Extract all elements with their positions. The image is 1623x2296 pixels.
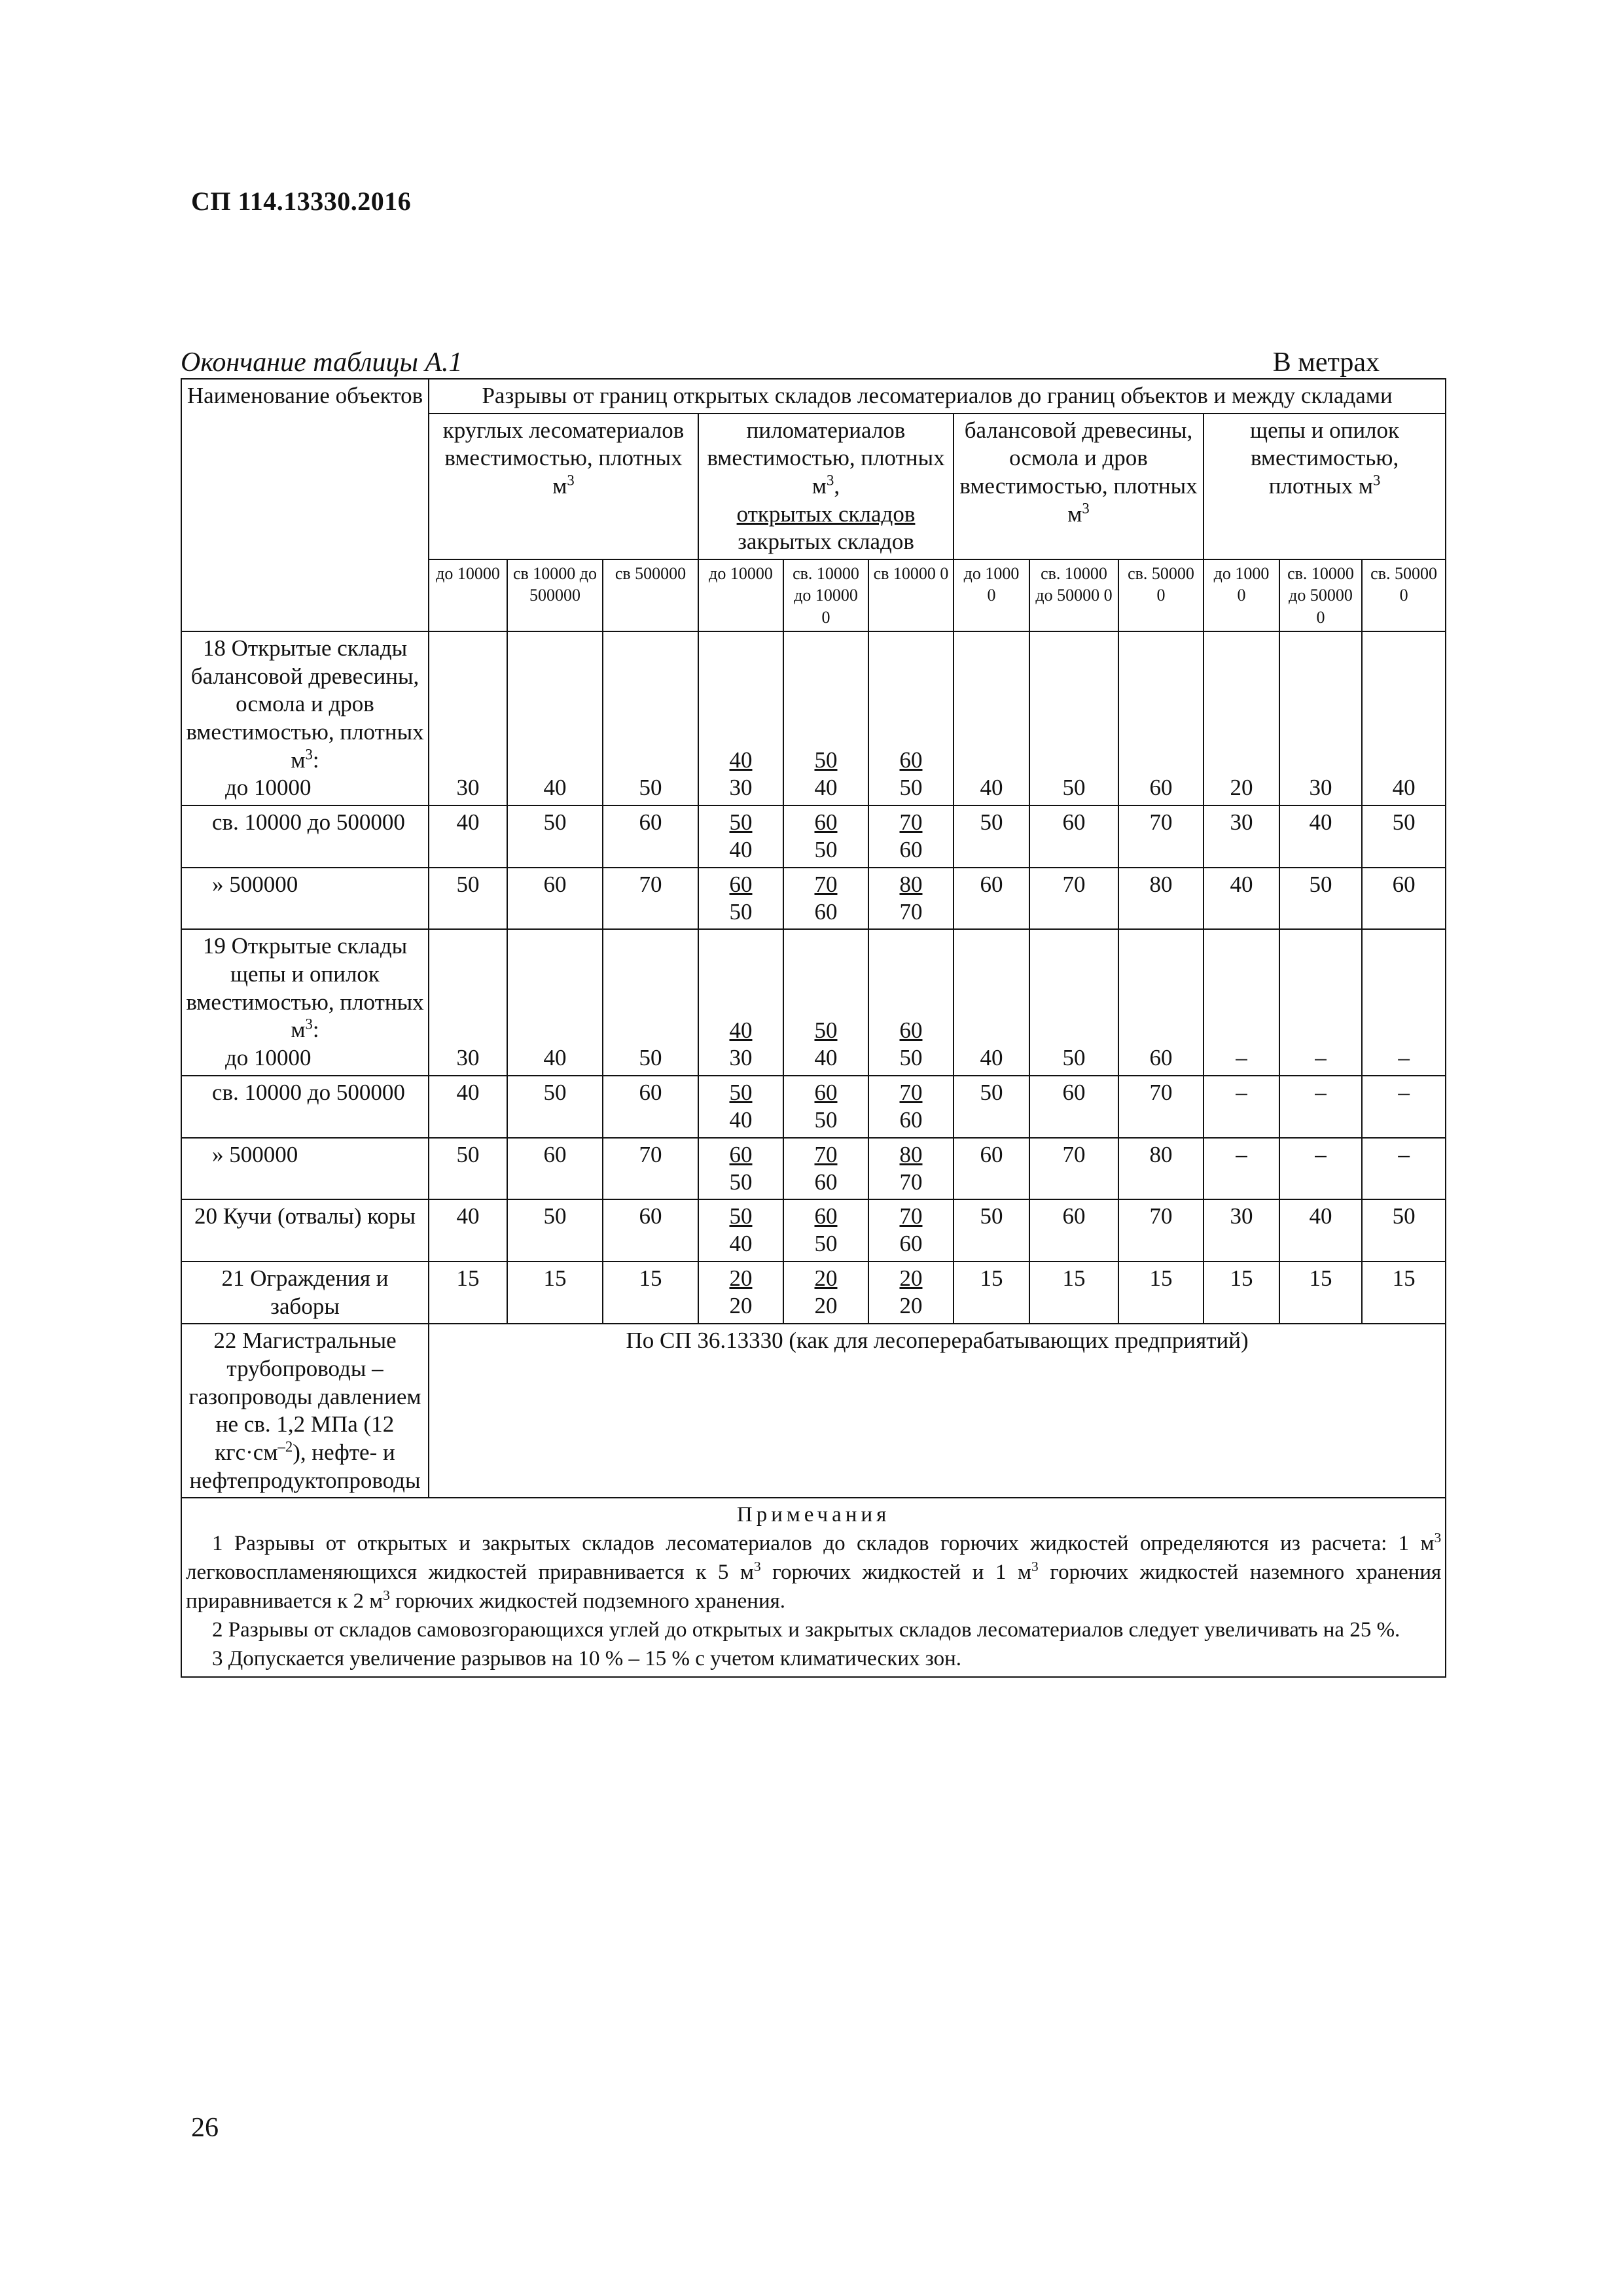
subheader-cell: до 1000 0 xyxy=(1204,559,1279,631)
fraction xyxy=(815,1141,838,1196)
document-code: СП 114.13330.2016 xyxy=(191,186,412,216)
fraction-open: 40 xyxy=(729,1017,753,1044)
fraction-closed: 20 xyxy=(899,1292,923,1318)
fraction-closed: 60 xyxy=(899,1106,923,1133)
note-1-text: горючих жидкостей и 1 м xyxy=(760,1561,1032,1585)
note-1 xyxy=(186,1530,1441,1616)
value-cell: 50 xyxy=(954,805,1029,868)
value-cell: 60 xyxy=(1118,631,1204,805)
row-name-suffix: ), нефте- и нефтепродуктопроводы xyxy=(189,1439,421,1493)
fraction xyxy=(815,809,838,864)
fraction-closed: 20 xyxy=(729,1292,753,1318)
value-cell: 50 xyxy=(954,1199,1029,1262)
fraction-cell xyxy=(868,1262,954,1324)
value-cell: 50 xyxy=(1029,631,1118,805)
fraction xyxy=(815,1203,838,1258)
row-name-cell xyxy=(181,1324,429,1498)
fraction-closed: 30 xyxy=(729,775,753,801)
fraction-cell xyxy=(783,868,868,930)
fraction-cell xyxy=(698,1199,783,1262)
value-cell: 60 xyxy=(603,1199,698,1262)
row-name-cell xyxy=(181,1138,429,1200)
value-cell: 15 xyxy=(1029,1262,1118,1324)
fraction-closed: 50 xyxy=(899,775,923,801)
value-cell: 40 xyxy=(429,1199,507,1262)
fraction-closed: 60 xyxy=(814,898,838,925)
value-cell: – xyxy=(1204,1076,1279,1138)
value-cell: 15 xyxy=(1204,1262,1279,1324)
page-number: 26 xyxy=(191,2113,219,2143)
row-name-suffix: : xyxy=(312,747,319,773)
fraction-closed: 40 xyxy=(729,1106,753,1133)
note-1-sup: 3 xyxy=(383,1587,390,1604)
merged-reference-cell: По СП 36.13330 (как для лесоперерабатывающих предприятий) xyxy=(429,1324,1446,1498)
fraction-cell xyxy=(698,805,783,868)
fraction xyxy=(900,1017,923,1072)
row-name: 21 Ограждения и заборы xyxy=(221,1265,389,1319)
fraction-open: 60 xyxy=(899,747,923,773)
value-cell: 60 xyxy=(603,805,698,868)
fraction xyxy=(730,747,753,802)
fraction-closed: 50 xyxy=(729,1169,753,1195)
fraction-closed: 50 xyxy=(729,898,753,925)
fraction-open: 70 xyxy=(899,809,923,836)
fraction-closed: 30 xyxy=(729,1045,753,1071)
value-cell: 60 xyxy=(507,1138,603,1200)
subheader-cell: св. 10000 до 50000 0 xyxy=(1279,559,1362,631)
row-name: 18 Открытые склады балансовой древесины, осмола и дров вместимостью, плотных м xyxy=(186,635,424,773)
note-1-sup: 3 xyxy=(1031,1559,1039,1575)
table-row xyxy=(181,929,1446,1075)
table-row-22 xyxy=(181,1324,1446,1498)
value-cell: 60 xyxy=(1362,868,1446,930)
row-sublabel: » 500000 xyxy=(212,1141,298,1167)
fraction-cell xyxy=(698,868,783,930)
group-chips: щепы и опилок вместимостью, плотных $м^3$ xyxy=(1204,414,1446,559)
fraction-closed: 50 xyxy=(814,1231,838,1257)
fraction-cell xyxy=(868,631,954,805)
value-cell: 50 xyxy=(1029,929,1118,1075)
value-cell: – xyxy=(1204,1138,1279,1200)
objects-name-header: Наименование объектов xyxy=(181,379,429,631)
value-cell: 50 xyxy=(429,868,507,930)
group-balance-wood: балансовой древесины, осмола и дров вместимостью, плотных $м^3$ xyxy=(954,414,1204,559)
value-cell: 50 xyxy=(603,631,698,805)
fraction-cell xyxy=(868,1199,954,1262)
value-cell: 50 xyxy=(603,929,698,1075)
distances-table xyxy=(181,378,1446,1678)
value-cell: 50 xyxy=(954,1076,1029,1138)
subheader-cell: св 10000 0 xyxy=(868,559,954,631)
value-cell: 50 xyxy=(1362,1199,1446,1262)
fraction-closed: 50 xyxy=(814,837,838,863)
value-cell: 15 xyxy=(1279,1262,1362,1324)
row-name: 22 Магистральные трубопроводы – газопроводы давлением не св. 1,2 МПа (12 кгс·см xyxy=(188,1328,421,1466)
value-cell: 30 xyxy=(1204,1199,1279,1262)
value-cell: 80 xyxy=(1118,868,1204,930)
notes-cell xyxy=(181,1498,1446,1676)
fraction-open: 80 xyxy=(899,871,923,897)
value-cell: 70 xyxy=(1029,868,1118,930)
fraction-open: 60 xyxy=(729,871,753,897)
value-cell: 15 xyxy=(429,1262,507,1324)
subheader-cell: св. 50000 0 xyxy=(1362,559,1446,631)
note-1-text: горючих жидкостей подземного хранения. xyxy=(389,1589,786,1614)
value-cell: 40 xyxy=(1279,1199,1362,1262)
value-cell: 40 xyxy=(507,631,603,805)
note-3: 3 Допускается увеличение разрывов на 10 % – 15 % с учетом климатических зон. xyxy=(212,1646,961,1670)
fraction xyxy=(900,871,923,926)
fraction-cell xyxy=(783,929,868,1075)
row-sublabel: до 10000 xyxy=(225,775,312,801)
value-cell: 40 xyxy=(954,631,1029,805)
fraction-closed: 40 xyxy=(729,837,753,863)
subheader-cell: св. 50000 0 xyxy=(1118,559,1204,631)
fraction-closed: 60 xyxy=(899,1231,923,1257)
table-title: Окончание таблицы А.1 xyxy=(181,347,463,378)
value-cell: 20 xyxy=(1204,631,1279,805)
row-name-cell xyxy=(181,1262,429,1324)
value-cell: 70 xyxy=(1118,1076,1204,1138)
row-name-cell xyxy=(181,868,429,930)
value-cell: 50 xyxy=(507,1076,603,1138)
value-cell: 50 xyxy=(1279,868,1362,930)
fraction-closed: 40 xyxy=(729,1231,753,1257)
fraction-open: 70 xyxy=(899,1079,923,1105)
group-round-timber: круглых лесоматериалов вместимостью, плотных $м^3$ xyxy=(429,414,698,559)
notes-row xyxy=(181,1498,1446,1676)
subheader-cell: св. 10000 до 10000 0 xyxy=(783,559,868,631)
value-cell: 40 xyxy=(1204,868,1279,930)
value-cell: 50 xyxy=(1362,805,1446,868)
fraction xyxy=(730,871,753,926)
row-name-cell xyxy=(181,1076,429,1138)
fraction-cell xyxy=(698,1138,783,1200)
note-1-text: горючих жидкостей наземного хранения приравнивается к 2 м xyxy=(186,1561,1442,1614)
fraction xyxy=(730,1017,753,1072)
value-cell: 60 xyxy=(954,868,1029,930)
fraction xyxy=(815,1017,838,1072)
row-name-suffix: : xyxy=(312,1017,319,1043)
fraction-cell xyxy=(783,631,868,805)
value-cell: 50 xyxy=(507,1199,603,1262)
value-cell: 70 xyxy=(603,1138,698,1200)
fraction xyxy=(730,1079,753,1134)
value-cell: 70 xyxy=(603,868,698,930)
value-cell: 60 xyxy=(1029,805,1118,868)
value-cell: 40 xyxy=(507,929,603,1075)
fraction-open: 70 xyxy=(814,1141,838,1167)
fraction-closed: 50 xyxy=(814,1106,838,1133)
value-cell: 40 xyxy=(954,929,1029,1075)
group-header: Разрывы от границ открытых складов лесоматериалов до границ объектов и между складами xyxy=(429,379,1446,414)
fraction xyxy=(815,871,838,926)
fraction-closed: 70 xyxy=(899,898,923,925)
row-name-cell xyxy=(181,1199,429,1262)
fraction-open: 50 xyxy=(814,1017,838,1044)
fraction xyxy=(900,1141,923,1196)
value-cell: 15 xyxy=(507,1262,603,1324)
fraction-closed: 20 xyxy=(814,1292,838,1318)
table-row xyxy=(181,1199,1446,1262)
fraction-open: 80 xyxy=(899,1141,923,1167)
value-cell: 40 xyxy=(429,1076,507,1138)
value-cell: 50 xyxy=(507,805,603,868)
fraction-cell xyxy=(783,1076,868,1138)
value-cell: 30 xyxy=(429,631,507,805)
table-row xyxy=(181,1076,1446,1138)
fraction-cell xyxy=(868,868,954,930)
fraction xyxy=(900,809,923,864)
header-row-1 xyxy=(181,379,1446,414)
table-caption xyxy=(181,342,1380,378)
subheader-cell: св 10000 до 500000 xyxy=(507,559,603,631)
fraction-open: 60 xyxy=(814,1079,838,1105)
value-cell: 30 xyxy=(1279,631,1362,805)
value-cell: 80 xyxy=(1118,1138,1204,1200)
fraction xyxy=(730,1265,753,1320)
fraction-cell xyxy=(868,1076,954,1138)
fraction-cell xyxy=(698,1076,783,1138)
fraction-open: 50 xyxy=(729,1203,753,1229)
group-sawn-timber: пиломатериалов вместимостью, плотных $м^3$, открытых складов закрытых складов xyxy=(698,414,954,559)
fraction-closed: 60 xyxy=(899,837,923,863)
row-name: 19 Открытые склады щепы и опилок вместимостью, плотных м xyxy=(186,933,424,1043)
value-cell: 60 xyxy=(603,1076,698,1138)
value-cell: 70 xyxy=(1029,1138,1118,1200)
value-cell: – xyxy=(1362,929,1446,1075)
fraction-cell xyxy=(783,1262,868,1324)
value-cell: 50 xyxy=(429,1138,507,1200)
fraction xyxy=(900,1265,923,1320)
row-name-cell xyxy=(181,929,429,1075)
fraction xyxy=(730,1141,753,1196)
value-cell: – xyxy=(1279,929,1362,1075)
value-cell: 40 xyxy=(1362,631,1446,805)
subheader-cell: до 10000 xyxy=(698,559,783,631)
row-name-sup: –2 xyxy=(277,1438,293,1455)
value-cell: 30 xyxy=(1204,805,1279,868)
fraction xyxy=(815,1265,838,1320)
note-1-text: 1 Разрывы от открытых и закрытых складов лесоматериалов до складов горючих жидкостей определяются из расчета: 1 м xyxy=(212,1532,1435,1556)
value-cell: 15 xyxy=(603,1262,698,1324)
note-1-sup: 3 xyxy=(753,1559,761,1575)
fraction-cell xyxy=(783,1199,868,1262)
value-cell: – xyxy=(1362,1076,1446,1138)
value-cell: 40 xyxy=(429,805,507,868)
fraction-open: 60 xyxy=(814,809,838,836)
fraction-open: 50 xyxy=(729,809,753,836)
subheader-cell: до 10000 xyxy=(429,559,507,631)
note-1-sup: 3 xyxy=(1434,1530,1442,1546)
value-cell: – xyxy=(1279,1076,1362,1138)
fraction-cell xyxy=(698,929,783,1075)
value-cell: – xyxy=(1204,929,1279,1075)
fraction xyxy=(815,1079,838,1134)
table-units: В метрах xyxy=(1272,347,1380,378)
fraction xyxy=(730,809,753,864)
value-cell: 40 xyxy=(1279,805,1362,868)
fraction-open: 40 xyxy=(729,747,753,773)
subheader-cell: св 500000 xyxy=(603,559,698,631)
value-cell: 70 xyxy=(1118,805,1204,868)
table-row xyxy=(181,805,1446,868)
notes-title: Примечания xyxy=(736,1503,891,1527)
value-cell: 15 xyxy=(1362,1262,1446,1324)
value-cell: – xyxy=(1362,1138,1446,1200)
fraction-open: 70 xyxy=(814,871,838,897)
subheader-cell: св. 10000 до 50000 0 xyxy=(1029,559,1118,631)
fraction-cell xyxy=(783,805,868,868)
fraction xyxy=(815,747,838,802)
row-name-sup: 3 xyxy=(305,746,313,763)
subheader-cell: до 1000 0 xyxy=(954,559,1029,631)
fraction xyxy=(900,747,923,802)
value-cell: 60 xyxy=(1029,1199,1118,1262)
value-cell: 15 xyxy=(954,1262,1029,1324)
value-cell: 60 xyxy=(954,1138,1029,1200)
fraction-closed: 40 xyxy=(814,775,838,801)
value-cell: 60 xyxy=(1029,1076,1118,1138)
value-cell: 15 xyxy=(1118,1262,1204,1324)
table-row xyxy=(181,1262,1446,1324)
value-cell: 30 xyxy=(429,929,507,1075)
fraction xyxy=(900,1203,923,1258)
fraction-open: 50 xyxy=(814,747,838,773)
fraction-cell xyxy=(868,805,954,868)
fraction-closed: 60 xyxy=(814,1169,838,1195)
fraction-closed: 40 xyxy=(814,1045,838,1071)
row-sublabel: св. 10000 до 500000 xyxy=(212,809,405,836)
fraction-cell xyxy=(783,1138,868,1200)
row-sublabel: до 10000 xyxy=(225,1045,312,1071)
fraction-open: 50 xyxy=(729,1079,753,1105)
row-name-cell xyxy=(181,631,429,805)
value-cell: – xyxy=(1279,1138,1362,1200)
fraction-open: 20 xyxy=(814,1265,838,1291)
note-2: 2 Разрывы от складов самовозгорающихся углей до открытых и закрытых складов лесоматериалов следует увеличивать на 25 %. xyxy=(212,1617,1400,1642)
note-1-text: легковоспламеняющихся жидкостей приравнивается к 5 м xyxy=(186,1561,754,1585)
row-sublabel: св. 10000 до 500000 xyxy=(212,1079,405,1105)
fraction xyxy=(730,1203,753,1258)
row-sublabel: » 500000 xyxy=(212,871,298,897)
value-cell: 60 xyxy=(1118,929,1204,1075)
fraction-open: 20 xyxy=(899,1265,923,1291)
fraction-closed: 70 xyxy=(899,1169,923,1195)
table-row xyxy=(181,631,1446,805)
row-name-sup: 3 xyxy=(305,1016,313,1033)
fraction-open: 60 xyxy=(729,1141,753,1167)
value-cell: 70 xyxy=(1118,1199,1204,1262)
fraction-cell xyxy=(698,631,783,805)
fraction-cell xyxy=(868,929,954,1075)
fraction-cell xyxy=(868,1138,954,1200)
fraction-open: 60 xyxy=(899,1017,923,1044)
fraction xyxy=(900,1079,923,1134)
table-row xyxy=(181,1138,1446,1200)
fraction-open: 70 xyxy=(899,1203,923,1229)
row-name-cell xyxy=(181,805,429,868)
value-cell: 60 xyxy=(507,868,603,930)
fraction-cell xyxy=(698,1262,783,1324)
fraction-open: 60 xyxy=(814,1203,838,1229)
table-row xyxy=(181,868,1446,930)
fraction-open: 20 xyxy=(729,1265,753,1291)
fraction-closed: 50 xyxy=(899,1045,923,1071)
row-name: 20 Кучи (отвалы) коры xyxy=(194,1203,416,1229)
